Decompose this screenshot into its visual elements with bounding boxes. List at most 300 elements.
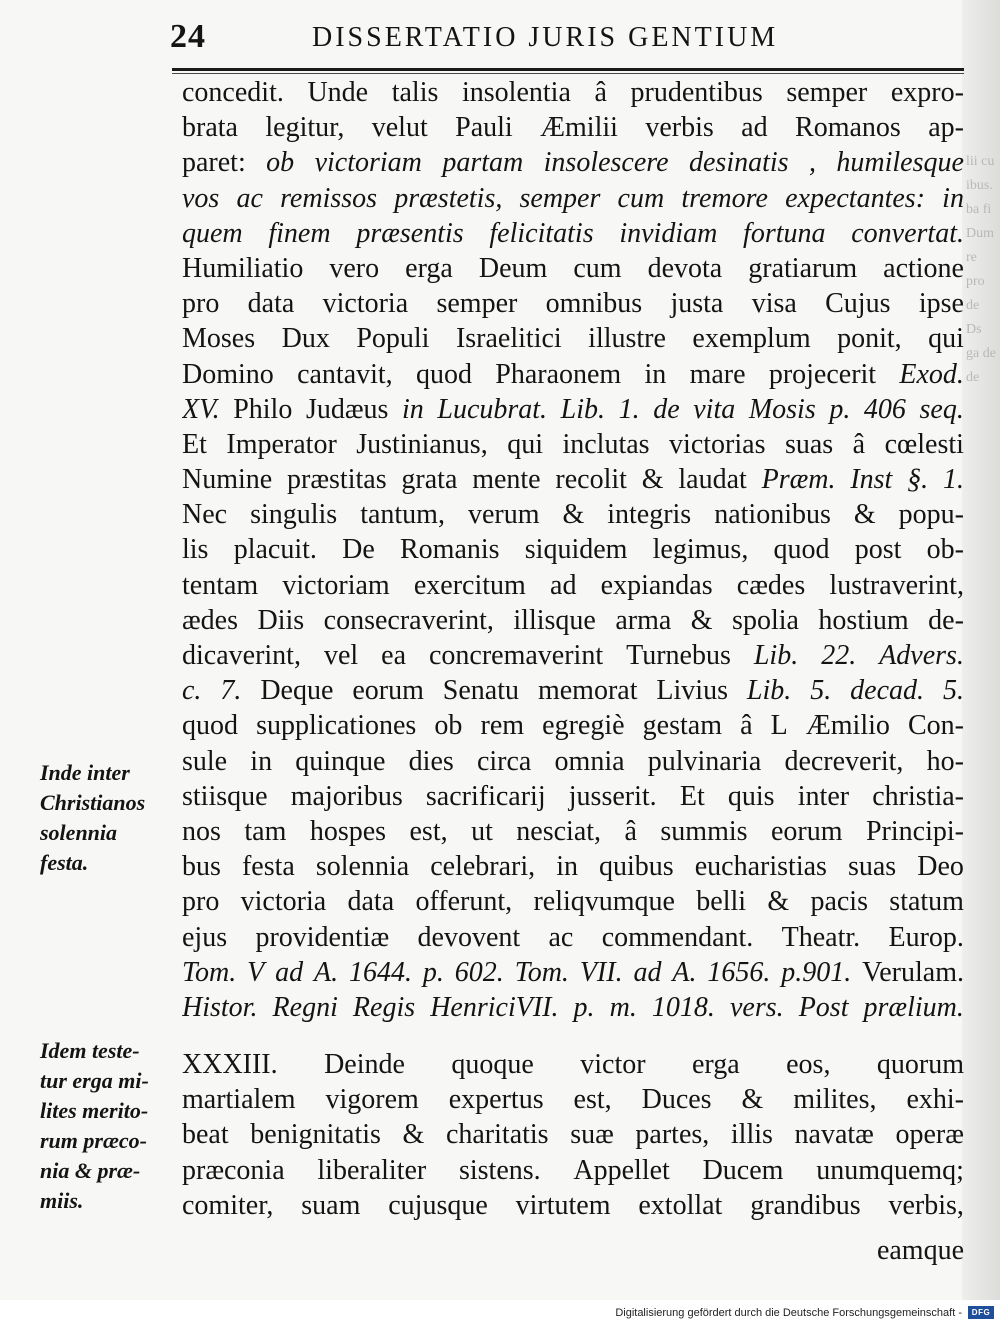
word: Lib. <box>753 640 799 671</box>
word: projecerit <box>768 358 877 390</box>
word: illisque <box>513 604 596 636</box>
word: Dux <box>281 323 330 355</box>
word: invidiam <box>619 217 718 249</box>
word: Lucubrat. <box>437 393 548 425</box>
word: qui <box>507 428 543 460</box>
word: â <box>594 77 607 108</box>
margin-note-line: lites merito- <box>40 1098 149 1123</box>
word: sacrificarij <box>425 780 546 812</box>
word: providentiæ <box>255 921 390 953</box>
word: L <box>770 710 788 742</box>
word: & <box>562 499 585 531</box>
word: Præm. <box>761 464 836 496</box>
word: p. <box>573 991 595 1023</box>
word: liberaliter <box>317 1154 427 1186</box>
text-line <box>182 532 964 567</box>
word: XXXIII. <box>182 1049 278 1081</box>
word: martialem <box>182 1084 296 1116</box>
word: quod <box>415 358 472 390</box>
word: legitur, <box>265 112 345 144</box>
word: victoria <box>240 886 327 918</box>
word: Duces <box>641 1084 712 1116</box>
text-line <box>182 1153 964 1188</box>
text-line <box>182 708 964 743</box>
word: Deo <box>917 851 964 883</box>
word: Unde <box>307 77 369 108</box>
word: quibus <box>599 851 674 883</box>
word: Livius <box>656 675 728 707</box>
word: comiter, <box>182 1189 274 1221</box>
word: cujusque <box>388 1189 488 1221</box>
word: Nec <box>182 499 228 531</box>
word: HenriciVII. <box>430 991 559 1023</box>
word: Populi <box>356 323 430 355</box>
word: justa <box>670 288 724 320</box>
word: decreverit, <box>784 745 904 777</box>
word: quoque <box>451 1049 534 1081</box>
word: Deinde <box>324 1049 405 1081</box>
word: vers. <box>729 991 784 1023</box>
text-line <box>182 216 964 251</box>
word: eucharistias <box>694 851 827 883</box>
word: sule <box>182 745 228 777</box>
word: Pharaonem <box>495 358 622 390</box>
word: majoribus <box>290 780 403 812</box>
word: A. <box>672 956 697 988</box>
text-line <box>182 849 964 884</box>
digitization-footer <box>0 1300 1000 1324</box>
word: grata <box>401 464 458 496</box>
text-line <box>182 110 964 145</box>
word: inclutas <box>562 428 650 460</box>
word: suas <box>847 851 897 883</box>
catchword: eamque <box>876 1235 964 1266</box>
word: inter <box>797 780 850 812</box>
header-rule-thin <box>172 73 964 74</box>
word: insolentia <box>462 77 571 108</box>
word: semper <box>436 288 518 320</box>
word: jusserit. <box>568 780 657 812</box>
word: visa <box>751 288 797 320</box>
running-title: DISSERTATIO JURIS GENTIUM <box>312 22 779 53</box>
word: victorias <box>669 428 766 460</box>
text-line <box>182 181 964 216</box>
word: est, <box>409 815 448 847</box>
word: præstetis, <box>394 182 503 214</box>
word: Principi- <box>865 815 964 847</box>
funding-notice: Digitalisierung gefördert durch die Deutsche Forschungsgemeinschaft - <box>615 1307 962 1319</box>
word: convertat. <box>851 217 964 249</box>
word: 1018. <box>651 991 715 1023</box>
word: De <box>342 534 375 566</box>
word: concremaverint <box>428 640 604 671</box>
word: Post <box>798 991 849 1023</box>
word: summis <box>660 815 748 847</box>
word: desinatis <box>689 147 789 179</box>
word: ædes <box>182 604 238 636</box>
word: pulvinaria <box>647 745 762 777</box>
word: Ducem <box>702 1154 784 1186</box>
text-line <box>182 286 964 321</box>
word: extollat <box>638 1189 723 1221</box>
word: lustraverint, <box>829 569 964 601</box>
word: ad <box>275 956 304 988</box>
word: insolescere <box>543 147 669 179</box>
margin-note-2 <box>40 1036 165 1216</box>
word: Humiliatio <box>182 252 304 284</box>
word: Con- <box>907 710 964 742</box>
word: â <box>624 815 637 847</box>
word: â <box>740 710 753 742</box>
word: popu- <box>898 499 964 531</box>
word: & <box>767 886 790 918</box>
word: tam <box>244 815 287 847</box>
word: velut <box>371 112 428 144</box>
word: Lib. <box>560 393 606 425</box>
word: omnia <box>554 745 625 777</box>
word: & <box>402 1119 425 1151</box>
word: circa <box>476 745 532 777</box>
word: stiisque <box>182 780 268 812</box>
page-number: 24 <box>170 18 206 55</box>
word: , <box>808 147 816 179</box>
word: partes, <box>635 1119 710 1151</box>
word: hospes <box>309 815 387 847</box>
word: exhi- <box>906 1084 964 1116</box>
word: Deque <box>260 675 334 707</box>
word: virtutem <box>515 1189 611 1221</box>
word: 1644. <box>349 956 413 988</box>
word: prudentibus <box>630 77 763 108</box>
word: rem <box>480 710 525 742</box>
word: præconia <box>182 1154 285 1186</box>
word: belli <box>696 886 747 918</box>
word: unumquemq; <box>816 1154 964 1186</box>
word: suæ <box>570 1119 614 1151</box>
word: decad. <box>850 675 925 707</box>
text-line <box>182 920 964 955</box>
word: singulis <box>250 499 338 531</box>
word: Judæus <box>305 393 389 425</box>
word: offerunt, <box>415 886 513 918</box>
word: operæ <box>895 1119 964 1151</box>
word: ad <box>633 956 662 988</box>
text-line <box>182 1188 964 1223</box>
word: Regis <box>352 991 416 1023</box>
word: Diis <box>257 604 305 636</box>
word: beat <box>182 1119 229 1151</box>
text-line <box>182 990 964 1025</box>
word: omnibus <box>545 288 643 320</box>
word: ejus <box>182 921 228 953</box>
word: 406 <box>863 393 906 425</box>
word: 1. <box>618 393 640 425</box>
text-line <box>182 75 964 110</box>
word: expertus <box>448 1084 544 1116</box>
word: dicaverint, <box>182 640 301 671</box>
word: vigorem <box>325 1084 419 1116</box>
word: Appellet <box>573 1154 670 1186</box>
word: Æmilii <box>540 112 618 144</box>
word: siquidem <box>524 534 628 566</box>
word: commendant. <box>601 921 754 953</box>
text-line <box>182 321 964 356</box>
word: est, <box>573 1084 612 1116</box>
word: vita <box>693 393 736 425</box>
word: Philo <box>233 393 293 425</box>
margin-note-line: Idem teste- <box>40 1038 140 1063</box>
word: ut <box>471 815 493 847</box>
word: Tom. <box>514 956 569 988</box>
margin-note-line: nia & præ- <box>40 1158 141 1183</box>
word: grandibus <box>750 1189 861 1221</box>
word: celebrari, <box>430 851 536 883</box>
word: illis <box>730 1119 773 1151</box>
word: tantum, <box>360 499 445 531</box>
word: Lib. <box>746 675 792 707</box>
word: in <box>942 182 964 214</box>
word: verbis <box>645 112 714 144</box>
word: ob- <box>926 534 964 566</box>
word: de- <box>928 604 964 636</box>
word: placuit. <box>233 534 317 566</box>
word: prælium. <box>863 991 964 1023</box>
text-line <box>182 884 964 919</box>
word: mare <box>689 358 746 390</box>
word: 602. <box>454 956 504 988</box>
word: victoria <box>322 288 409 320</box>
word: semper <box>786 77 868 108</box>
text-line <box>182 145 964 180</box>
word: VII. <box>579 956 623 988</box>
word: & <box>741 1084 764 1116</box>
word: data <box>247 288 295 320</box>
word: laudat <box>678 464 747 496</box>
word: c. <box>182 675 202 707</box>
word: consecraverint, <box>323 604 494 636</box>
word: in <box>644 358 667 390</box>
word: Mosis <box>748 393 816 425</box>
margin-note-line: tur erga mi- <box>40 1068 149 1093</box>
word: Cujus <box>825 288 891 320</box>
word: suam <box>301 1189 361 1221</box>
word: post <box>854 534 902 566</box>
word: ob <box>266 147 295 179</box>
word: p. <box>829 393 851 425</box>
main-text <box>182 75 964 1268</box>
margin-note-line: solennia <box>40 820 118 845</box>
text-line <box>182 814 964 849</box>
word: vero <box>329 252 380 284</box>
word: ac <box>236 182 263 214</box>
word: V <box>247 956 265 988</box>
word: cantavit, <box>297 358 393 390</box>
word: victoriam <box>314 147 422 179</box>
word: concedit. <box>182 77 284 108</box>
word: gestam <box>642 710 722 742</box>
word: verbis, <box>888 1189 964 1221</box>
word: expectantes: <box>785 182 926 214</box>
word: quod <box>773 534 830 566</box>
text-line <box>182 673 964 708</box>
word: Europ. <box>888 921 964 953</box>
word: & <box>641 464 664 496</box>
word: Exod. <box>899 358 964 390</box>
word: ponit, <box>837 323 902 355</box>
word: partam <box>442 147 524 179</box>
word: tremore <box>681 182 768 214</box>
word: Tom. <box>182 956 237 988</box>
word: actione <box>883 252 964 284</box>
word: remissos <box>280 182 378 214</box>
word: Romanos <box>795 112 901 144</box>
word: expiandas <box>600 569 713 601</box>
word: felicitatis <box>489 217 594 249</box>
margin-note-line: Inde inter <box>40 760 130 785</box>
word: §. <box>907 464 929 496</box>
word: præsentis <box>356 217 464 249</box>
word: statum <box>889 886 964 918</box>
word: in <box>402 393 424 425</box>
word: præstitas <box>287 464 387 496</box>
word: dies <box>408 745 454 777</box>
word: talis <box>391 77 439 108</box>
word: paret: <box>182 147 246 179</box>
word: nationibus <box>714 499 831 531</box>
word: devovent <box>417 921 521 953</box>
word: ipse <box>918 288 964 320</box>
header-rule <box>172 68 964 71</box>
word: legimus, <box>652 534 749 566</box>
word: Imperator <box>226 428 337 460</box>
word: memorat <box>537 675 638 707</box>
paragraph-2 <box>182 1047 964 1223</box>
word: finem <box>268 217 331 249</box>
margin-note-line: Christianos <box>40 790 146 815</box>
word: eorum <box>352 675 424 707</box>
word: egregiè <box>542 710 625 742</box>
word: Theatr. <box>781 921 861 953</box>
word: Justinianus, <box>356 428 488 460</box>
margin-note-1 <box>40 758 165 878</box>
word: quem <box>182 217 243 249</box>
word: benignitatis <box>250 1119 381 1151</box>
word: Et <box>679 780 705 812</box>
text-line <box>182 462 964 497</box>
word: & <box>853 499 876 531</box>
word: Pauli <box>455 112 513 144</box>
word: sistens. <box>458 1154 541 1186</box>
text-line <box>182 251 964 286</box>
word: Senatu <box>442 675 520 707</box>
page-header <box>170 18 970 58</box>
word: 5. <box>942 675 964 707</box>
word: Numine <box>182 464 273 496</box>
page-edge-shadow <box>962 0 1000 1300</box>
word: Domino <box>182 358 274 390</box>
word: ap- <box>928 112 964 144</box>
word: spolia <box>732 604 799 636</box>
text-line <box>182 779 964 814</box>
word: cum <box>573 252 622 284</box>
word: Verulam. <box>862 956 964 988</box>
word: charitatis <box>445 1119 549 1151</box>
word: Romanis <box>399 534 500 566</box>
word: navatæ <box>794 1119 874 1151</box>
word: Turnebus <box>626 640 731 671</box>
word: Advers. <box>879 640 964 671</box>
word: quinque <box>295 745 386 777</box>
word: pro <box>182 886 220 918</box>
word: gratiarum <box>748 252 858 284</box>
word: tentam <box>182 569 259 601</box>
word: & <box>690 604 713 636</box>
word: cum <box>617 182 665 214</box>
word: arma <box>615 604 672 636</box>
word: 5. <box>810 675 832 707</box>
word: quod <box>182 710 238 742</box>
word: festa <box>241 851 295 883</box>
word: fortuna <box>743 217 826 249</box>
text-line <box>182 568 964 603</box>
word: cædes <box>736 569 806 601</box>
word: ad <box>741 112 768 144</box>
word: cœlesti <box>884 428 964 460</box>
word: 1656. <box>707 956 771 988</box>
word: in <box>556 851 578 883</box>
text-line <box>182 1082 964 1117</box>
word: mente <box>472 464 541 496</box>
word: p. <box>422 956 444 988</box>
text-line <box>182 603 964 638</box>
word: qui <box>928 323 964 355</box>
word: suas <box>784 428 834 460</box>
show-through-text: lii cu ibus. ba fi Dum re pro de Ds ga de de <box>966 154 996 385</box>
word: Æmilio <box>805 710 890 742</box>
word: erga <box>405 252 453 284</box>
word: exemplum <box>692 323 811 355</box>
word: illustre <box>588 323 666 355</box>
word: recolit <box>555 464 627 496</box>
paragraph-1 <box>182 75 964 1025</box>
word: semper <box>519 182 601 214</box>
word: nos <box>182 815 221 847</box>
word: ac <box>548 921 574 953</box>
word: m. <box>609 991 637 1023</box>
text-line <box>182 955 964 990</box>
text-line <box>182 357 964 392</box>
word: brata <box>182 112 238 144</box>
word: vos <box>182 182 220 214</box>
word: quis <box>727 780 775 812</box>
word: victoriam <box>282 569 390 601</box>
word: integris <box>607 499 692 531</box>
word: in <box>250 745 273 777</box>
word: eos, <box>786 1049 831 1081</box>
word: devota <box>647 252 723 284</box>
text-line <box>182 497 964 532</box>
word: A. <box>314 956 339 988</box>
margin-note-line: miis. <box>40 1188 84 1213</box>
word: christia- <box>872 780 964 812</box>
text-line <box>182 392 964 427</box>
text-line <box>182 744 964 779</box>
word: pro <box>182 288 220 320</box>
word: Et <box>182 428 207 460</box>
word: eorum <box>770 815 843 847</box>
word: Inst <box>850 464 893 496</box>
word: â <box>852 428 866 460</box>
